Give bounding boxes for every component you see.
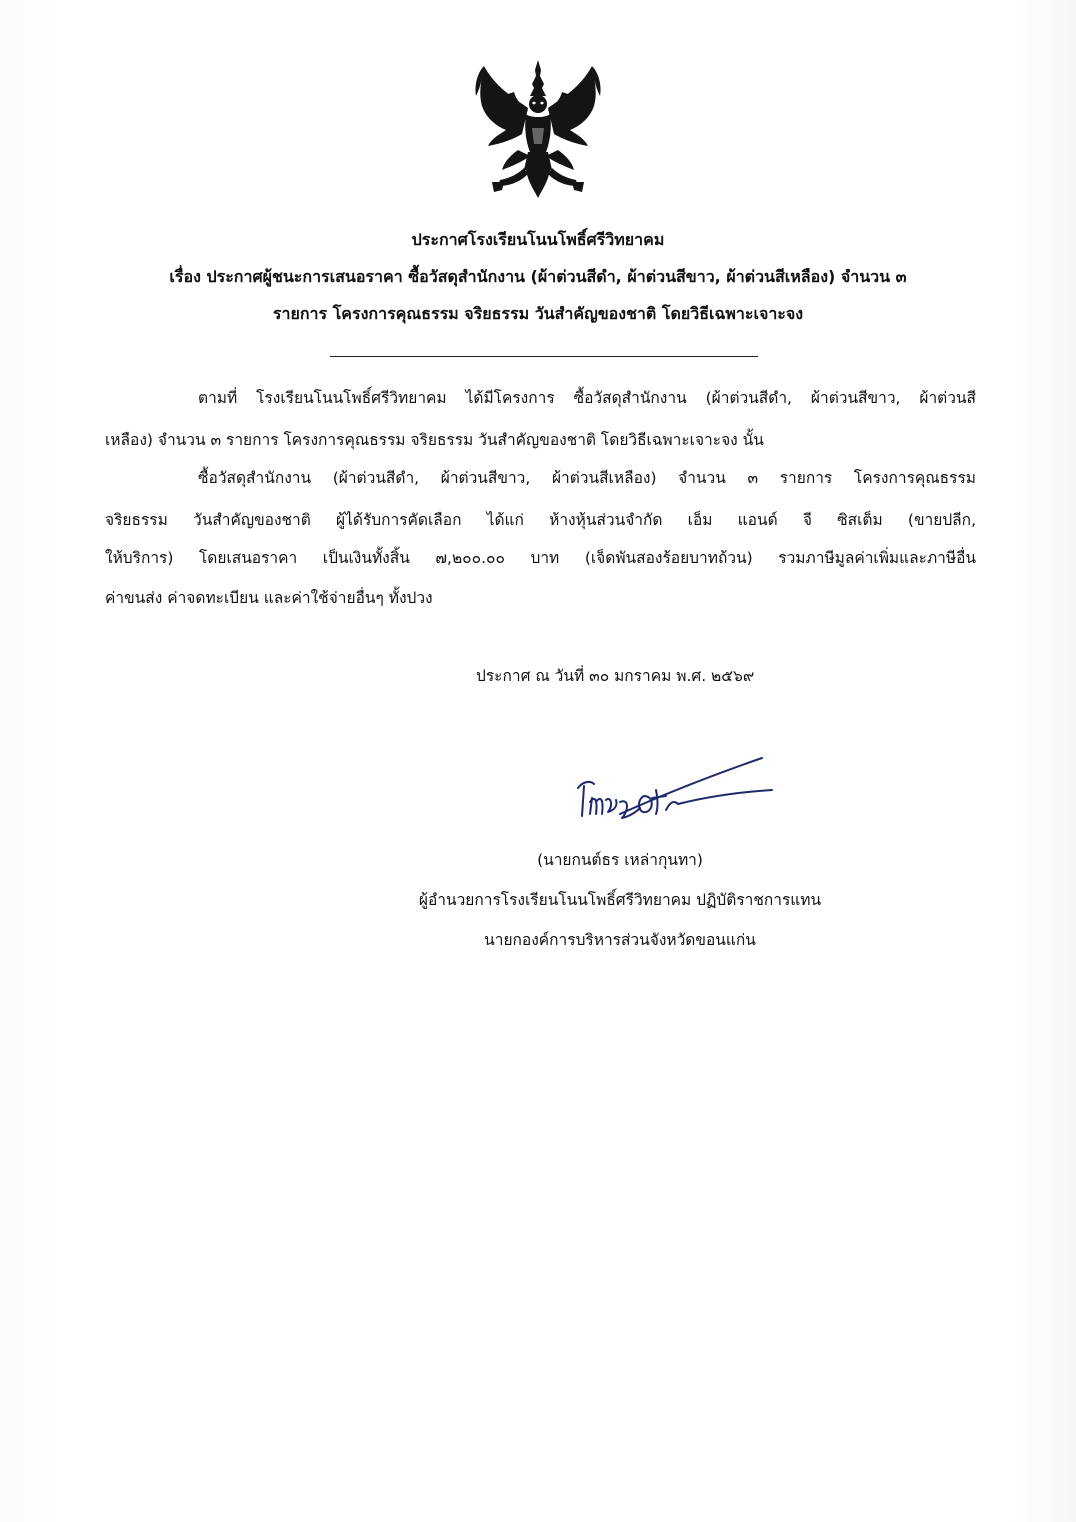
announcement-title: ประกาศโรงเรียนโนนโพธิ์ศรีวิทยาคม (411, 230, 665, 249)
para2-line1: ซื้อวัสดุสำนักงาน (ผ้าต่วนสีดำ, ผ้าต่วนสีขาว, ผ้าต่วนสีเหลือง) จำนวน ๓ รายการ โครงการคุณธรรม (198, 469, 976, 487)
para2-line2: จริยธรรม วันสำคัญของชาติ ผู้ได้รับการคัดเลือก ได้แก่ ห้างหุ้นส่วนจำกัด เอ็ม แอนด์ จี ซิสเต็ม (ขายปลีก, (105, 511, 976, 529)
para1-line2: เหลือง) จำนวน ๓ รายการ โครงการคุณธรรม จริยธรรม วันสำคัญของชาติ โดยวิธีเฉพาะเจาะจง นั้น (105, 431, 764, 449)
para1-line1: ตามที่ โรงเรียนโนนโพธิ์ศรีวิทยาคม ได้มีโครงการ ซื้อวัสดุสำนักงาน (ผ้าต่วนสีดำ, ผ้าต่วนสีขาว, ผ้าต่วนสี (198, 389, 976, 407)
signatory-position-2: นายกองค์การบริหารส่วนจังหวัดขอนแก่น (484, 931, 756, 949)
signatory-name: (นายกนต์ธร เหล่ากุนทา) (537, 851, 703, 869)
para2-line4: ค่าขนส่ง ค่าจดทะเบียน และค่าใช้จ่ายอื่นๆ ทั้งปวง (105, 589, 433, 607)
announcement-date: ประกาศ ณ วันที่ ๓๐ มกราคม พ.ศ. ๒๕๖๙ (476, 667, 755, 685)
title-divider (330, 356, 758, 357)
para2-line3: ให้บริการ) โดยเสนอราคา เป็นเงินทั้งสิ้น ๗,๒๐๐.๐๐ บาท (เจ็ดพันสองร้อยบาทถ้วน) รวมภาษีมูลค่าเพิ่มและภาษีอื่น (105, 549, 976, 567)
garuda-emblem-icon (474, 58, 602, 200)
handwritten-signature (560, 752, 780, 832)
subject-line-1: เรื่อง ประกาศผู้ชนะการเสนอราคา ซื้อวัสดุสำนักงาน (ผ้าต่วนสีดำ, ผ้าต่วนสีขาว, ผ้าต่วนสีเหลือง) จำนวน ๓ (169, 267, 907, 286)
signatory-position-1: ผู้อำนวยการโรงเรียนโนนโพธิ์ศรีวิทยาคม ปฏิบัติราชการแทน (418, 891, 822, 909)
subject-line-2: รายการ โครงการคุณธรรม จริยธรรม วันสำคัญของชาติ โดยวิธีเฉพาะเจาะจง (272, 304, 804, 323)
